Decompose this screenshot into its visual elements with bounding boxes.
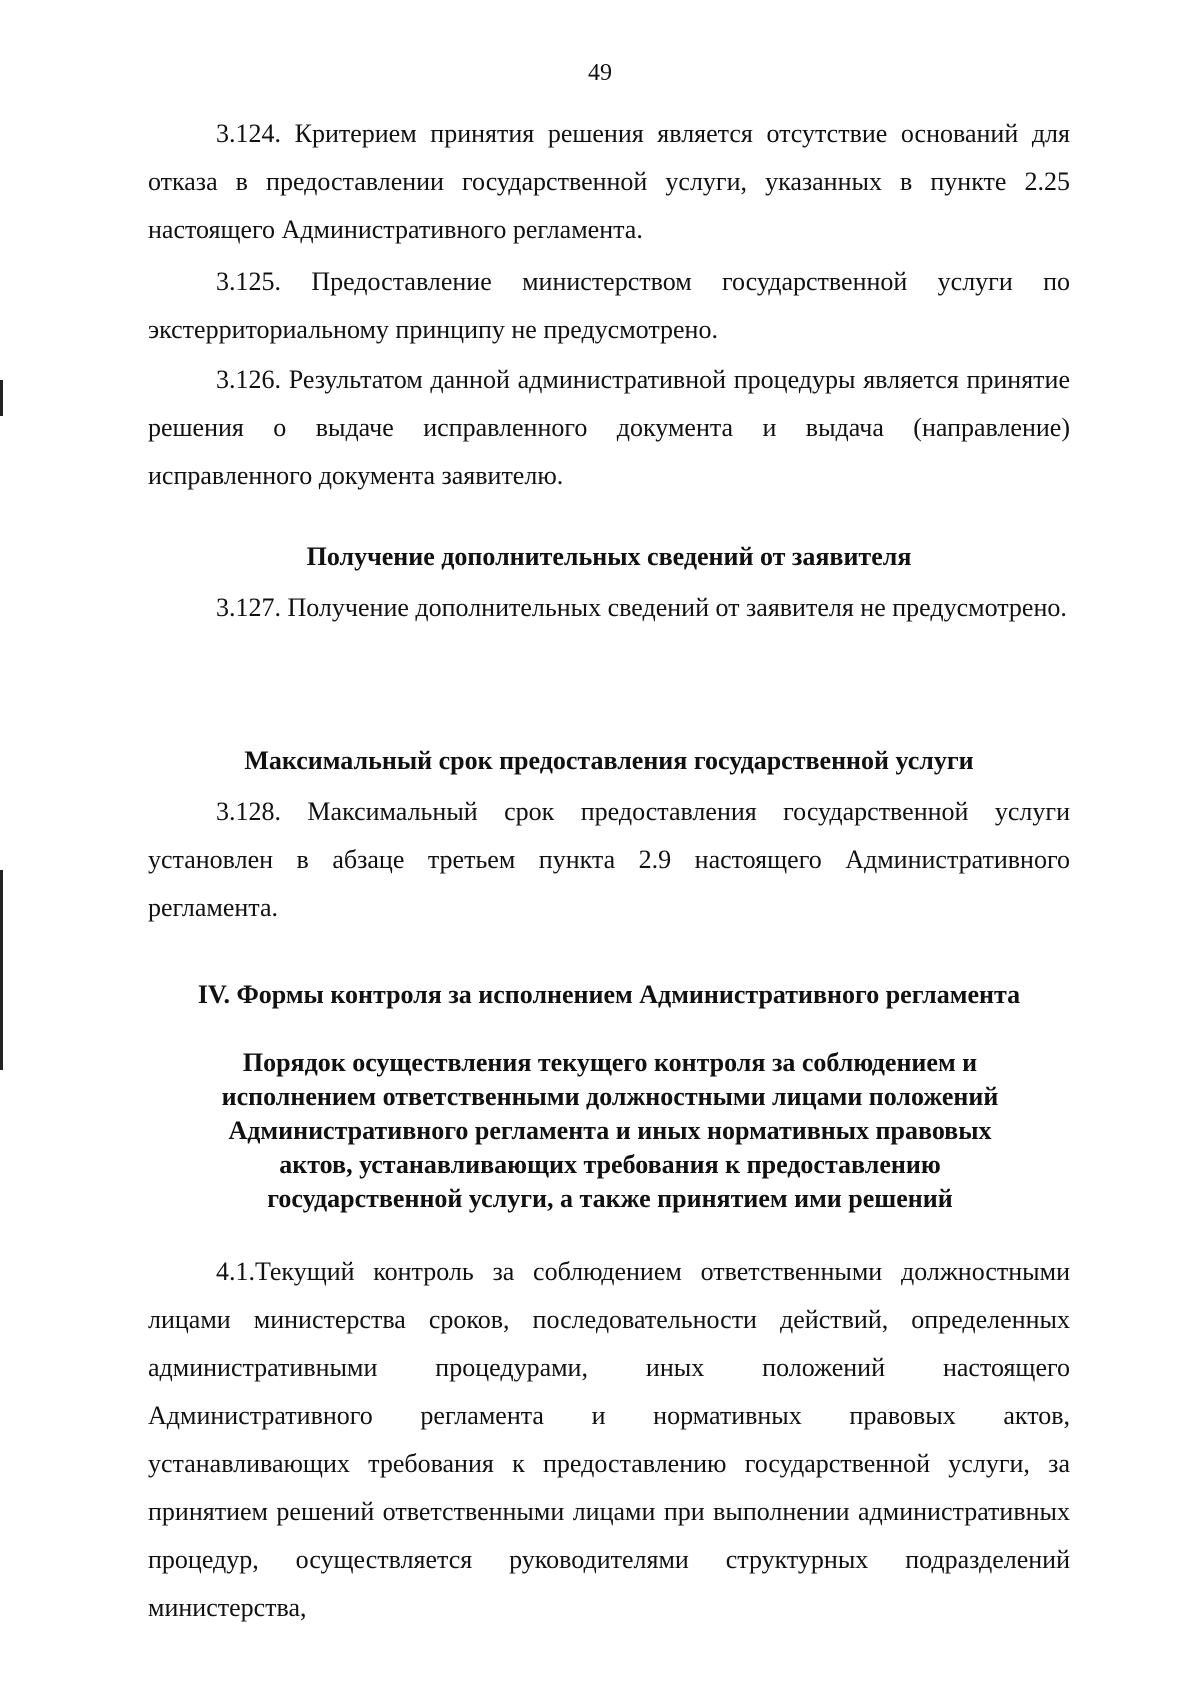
paragraph-3-125: 3.125. Предоставление министерством государственной услуги по экстерриториальному принципу не предусмотрено. (148, 267, 1070, 344)
paragraph-3-124: 3.124. Критерием принятия решения является отсутствие оснований для отказа в предоставлении государственной услуги, указанных в пункте 2.25 настоящего Административного регламента. (148, 119, 1070, 244)
heading-section-iv: IV. Формы контроля за исполнением Административного регламента (197, 980, 1021, 1009)
heading-current-control: Порядок осуществления текущего контроля за соблюдением и исполнением ответственными должностными лицами положений Административного регламента и иных нормативных правовых актов, устанавливающих требования к предоставлению государственной услуги, а также принятием ими решений (221, 1048, 999, 1213)
paragraph-3-126: 3.126. Результатом данной административной процедуры является принятие решения о выдаче исправленного документа и выдача (направление) исправленного документа заявителю. (148, 365, 1070, 490)
page-number: 49 (588, 60, 612, 86)
scan-edge-mark (0, 870, 3, 1070)
paragraph-3-127: 3.127. Получение дополнительных сведений от заявителя не предусмотрено. (216, 593, 1067, 622)
scan-edge-mark (0, 380, 3, 416)
paragraph-4-1: 4.1.Текущий контроль за соблюдением ответственными должностными лицами министерства сроков, последовательности действий, определенных административными процедурами, иных положений настоящего Административного регламента и нормативных правовых актов, устанавливающих требования к предоставлению государственной услуги, за принятием решений ответственными лицами при выполнении административных процедур, осуществляется руководителями структурных подразделений министерства, (148, 1257, 1070, 1622)
paragraph-3-128: 3.128. Максимальный срок предоставления государственной услуги установлен в абзаце третьем пункта 2.9 настоящего Административного регламента. (148, 797, 1070, 922)
heading-additional-info: Получение дополнительных сведений от заявителя (306, 542, 912, 571)
heading-max-term: Максимальный срок предоставления государственной услуги (244, 746, 974, 775)
